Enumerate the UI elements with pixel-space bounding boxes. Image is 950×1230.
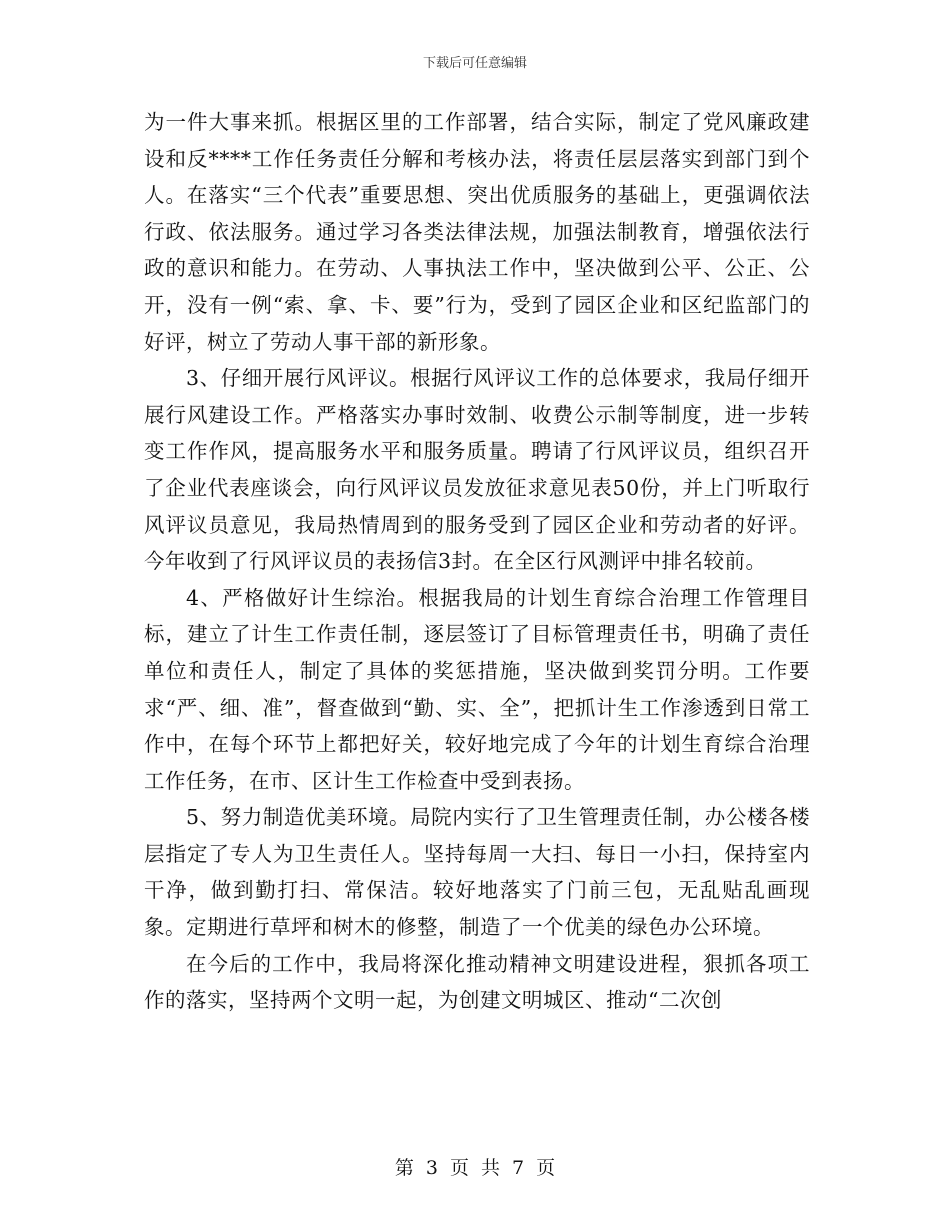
paragraph-item-3: 3、仔细开展行风评议。根据行风评议工作的总体要求，我局仔细开展行风建设工作。严格落实办事时效制、收费公示制等制度，进一步转变工作作风，提高服务水平和服务质量。聘请了行风评议员，组织召开了企业代表座谈会，向行风评议员发放征求意见表50份，并上门听取行风评议员意见，我局热情周到的服务受到了园区企业和劳动者的好评。今年收到了行风评议员的表扬信3封。在全区行风测评中排名较前。 bbox=[144, 366, 810, 574]
document-body bbox=[144, 104, 810, 1019]
paragraph-item-4: 4、严格做好计生综治。根据我局的计划生育综合治理工作管理目标，建立了计生工作责任制，逐层签订了目标管理责任书，明确了责任单位和责任人，制定了具体的奖惩措施，坚决做到奖罚分明。工作要求“严、细、准”，督查做到“勤、实、全”，把抓计生工作渗透到日常工作中，在每个环节上都把好关，较好地完成了今年的计划生育综合治理工作任务，在市、区计生工作检查中受到表扬。 bbox=[144, 585, 810, 793]
paragraph-closing: 在今后的工作中，我局将深化推动精神文明建设进程，狠抓各项工作的落实，坚持两个文明一起，为创建文明城区、推动“二次创 bbox=[144, 951, 810, 1013]
page-header-note: 下载后可任意编辑 bbox=[422, 56, 527, 71]
paragraph-item-5: 5、努力制造优美环境。局院内实行了卫生管理责任制，办公楼各楼层指定了专人为卫生责任人。坚持每周一大扫、每日一小扫，保持室内干净，做到勤打扫、常保洁。较好地落实了门前三包，无乱贴乱画现象。定期进行草坪和树木的修整，制造了一个优美的绿色办公环境。 bbox=[144, 805, 810, 940]
page-number-footer: 第 3 页 共 7 页 bbox=[394, 1157, 556, 1179]
paragraph-continuation: 为一件大事来抓。根据区里的工作部署，结合实际，制定了党风廉政建设和反****工作任务责任分解和考核办法，将责任层层落实到部门到个人。在落实“三个代表”重要思想、突出优质服务的基础上，更强调依法行政、依法服务。通过学习各类法律法规，加强法制教育，增强依法行政的意识和能力。在劳动、人事执法工作中，坚决做到公平、公正、公开，没有一例“索、拿、卡、要”行为，受到了园区企业和区纪监部门的好评，树立了劳动人事干部的新形象。 bbox=[144, 110, 810, 354]
